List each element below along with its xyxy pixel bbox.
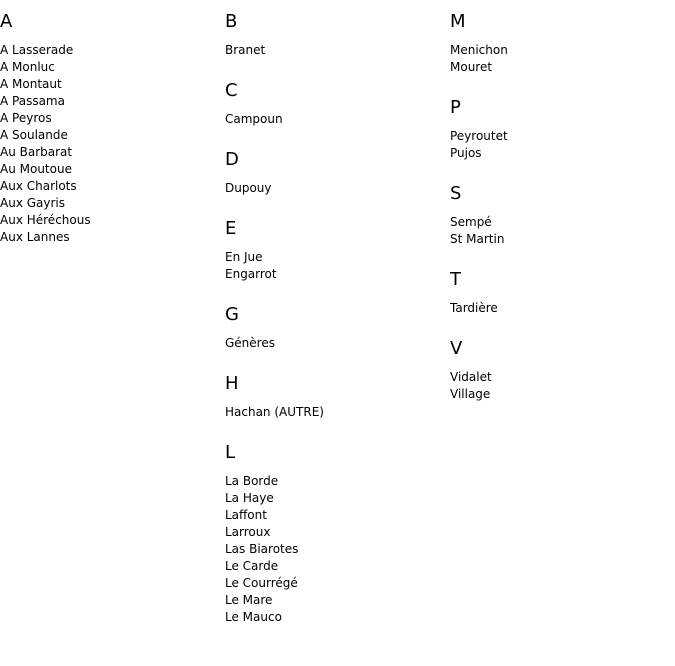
list-item — [225, 335, 450, 352]
item-list — [450, 369, 675, 403]
list-item — [225, 473, 450, 490]
place-link[interactable]: Aux Charlots — [0, 179, 77, 193]
item-list — [450, 300, 675, 317]
group-letter-heading: H — [225, 373, 239, 394]
place-link[interactable]: St Martin — [450, 232, 505, 246]
place-link[interactable]: Le Courrégé — [225, 576, 298, 590]
group-letter-heading: D — [225, 149, 240, 170]
place-link[interactable]: Larroux — [225, 525, 271, 539]
list-item — [225, 541, 450, 558]
place-link[interactable]: Le Carde — [225, 559, 279, 573]
place-link[interactable]: Las Biarotes — [225, 542, 299, 556]
place-link[interactable]: Sempé — [450, 215, 492, 229]
place-link[interactable]: Campoun — [225, 112, 283, 126]
place-link[interactable]: Aux Lannes — [0, 230, 70, 244]
place-link[interactable]: A Soulande — [0, 128, 68, 142]
list-item — [450, 128, 675, 145]
index-column — [450, 0, 675, 666]
place-link[interactable]: Au Moutoue — [0, 162, 72, 176]
item-list — [225, 42, 450, 59]
place-link[interactable]: A Montaut — [0, 77, 62, 91]
list-item — [225, 558, 450, 575]
list-item — [0, 161, 225, 178]
item-list — [225, 180, 450, 197]
item-list — [450, 42, 675, 76]
place-link[interactable]: Le Mare — [225, 593, 273, 607]
list-item — [225, 575, 450, 592]
list-item — [0, 144, 225, 161]
list-item — [225, 524, 450, 541]
list-item — [225, 266, 450, 283]
place-link[interactable]: La Borde — [225, 474, 279, 488]
group-letter-heading: S — [450, 183, 462, 204]
item-list — [225, 473, 450, 626]
place-link[interactable]: Pujos — [450, 146, 482, 160]
letter-group-p — [450, 98, 675, 162]
list-item — [225, 42, 450, 59]
place-link[interactable]: Menichon — [450, 43, 508, 57]
item-list — [225, 404, 450, 421]
letter-group-t — [450, 270, 675, 317]
letter-group-a — [0, 12, 225, 246]
letter-group-s — [450, 184, 675, 248]
group-letter-heading: A — [0, 11, 13, 32]
list-item — [0, 42, 225, 59]
list-item — [225, 490, 450, 507]
letter-group-m — [450, 12, 675, 76]
place-link[interactable]: Dupouy — [225, 181, 272, 195]
list-item — [0, 93, 225, 110]
list-item — [450, 369, 675, 386]
list-item — [0, 195, 225, 212]
list-item — [450, 42, 675, 59]
place-link[interactable]: Branet — [225, 43, 266, 57]
list-item — [450, 145, 675, 162]
list-item — [225, 111, 450, 128]
group-letter-heading: B — [225, 11, 238, 32]
letter-group-b — [225, 12, 450, 59]
letter-group-v — [450, 339, 675, 403]
item-list — [0, 42, 225, 246]
item-list — [225, 249, 450, 283]
place-link[interactable]: A Lasserade — [0, 43, 74, 57]
place-link[interactable]: Peyroutet — [450, 129, 508, 143]
item-list — [225, 335, 450, 352]
place-link[interactable]: Aux Gayris — [0, 196, 66, 210]
place-link[interactable]: Le Mauco — [225, 610, 282, 624]
letter-group-d — [225, 150, 450, 197]
list-item — [450, 59, 675, 76]
letter-group-g — [225, 305, 450, 352]
group-letter-heading: G — [225, 304, 240, 325]
list-item — [450, 231, 675, 248]
list-item — [450, 386, 675, 403]
place-link[interactable]: Hachan (AUTRE) — [225, 405, 324, 419]
list-item — [0, 76, 225, 93]
list-item — [0, 212, 225, 229]
place-link[interactable]: Vidalet — [450, 370, 492, 384]
place-link[interactable]: A Peyros — [0, 111, 52, 125]
list-item — [225, 249, 450, 266]
place-link[interactable]: Laffont — [225, 508, 267, 522]
place-link[interactable]: Mouret — [450, 60, 493, 74]
group-letter-heading: V — [450, 338, 463, 359]
item-list — [450, 128, 675, 162]
list-item — [0, 229, 225, 246]
group-letter-heading: P — [450, 97, 462, 118]
place-link[interactable]: Engarrot — [225, 267, 277, 281]
list-item — [225, 180, 450, 197]
item-list — [450, 214, 675, 248]
list-item — [225, 592, 450, 609]
list-item — [450, 214, 675, 231]
list-item — [225, 507, 450, 524]
place-link[interactable]: Village — [450, 387, 491, 401]
index-column — [0, 0, 225, 666]
list-item — [450, 300, 675, 317]
place-link[interactable]: La Haye — [225, 491, 274, 505]
place-link[interactable]: Aux Héréchous — [0, 213, 91, 227]
group-letter-heading: C — [225, 80, 238, 101]
group-letter-heading: E — [225, 218, 237, 239]
list-item — [0, 178, 225, 195]
list-item — [225, 404, 450, 421]
letter-group-c — [225, 81, 450, 128]
place-link[interactable]: Tardière — [450, 301, 498, 315]
index-column — [225, 0, 450, 666]
group-letter-heading: T — [450, 269, 462, 290]
place-link[interactable]: Au Barbarat — [0, 145, 73, 159]
list-item — [225, 609, 450, 626]
letter-group-e — [225, 219, 450, 283]
list-item — [0, 110, 225, 127]
place-link[interactable]: En Jue — [225, 250, 263, 264]
list-item — [0, 127, 225, 144]
letter-group-h — [225, 374, 450, 421]
item-list — [225, 111, 450, 128]
place-link[interactable]: Génères — [225, 336, 275, 350]
place-link[interactable]: A Passama — [0, 94, 65, 108]
group-letter-heading: L — [225, 442, 236, 463]
group-letter-heading: M — [450, 11, 466, 32]
list-item — [0, 59, 225, 76]
place-link[interactable]: A Monluc — [0, 60, 55, 74]
letter-group-l — [225, 443, 450, 626]
